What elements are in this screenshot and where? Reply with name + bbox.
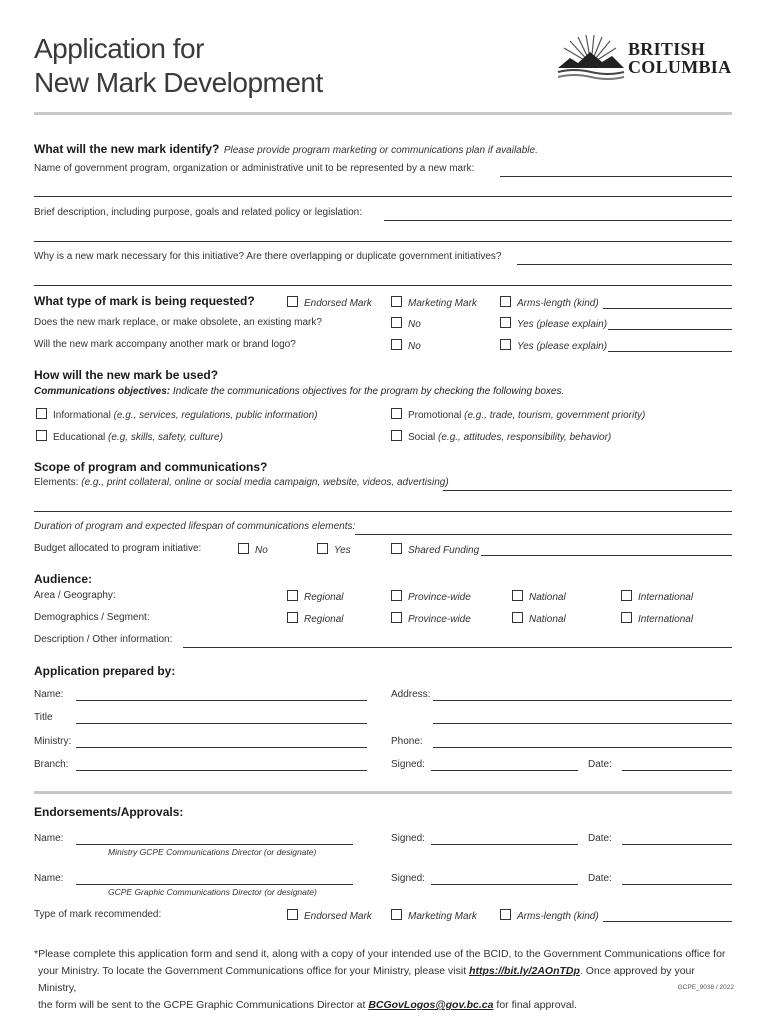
demo-regional-option[interactable] bbox=[287, 612, 343, 625]
elements-field-2[interactable] bbox=[34, 510, 732, 512]
prepared-date-field[interactable] bbox=[622, 769, 732, 771]
area-national-option[interactable] bbox=[512, 590, 566, 603]
checkbox[interactable] bbox=[512, 612, 523, 623]
footer-line-3-text: the form will be sent to the GCPE Graphic Communications Director at bbox=[38, 999, 366, 1011]
footer-line-2 bbox=[34, 963, 734, 997]
elements-eg: (e.g., print collateral, online or social media campaign, website, videos, advertising) bbox=[81, 477, 449, 488]
endorse-date-1-label: Date: bbox=[588, 833, 612, 844]
duration-label: Duration of program and expected lifespan of communications elements: bbox=[34, 521, 356, 532]
prepared-ministry-field[interactable] bbox=[76, 746, 367, 748]
shared-funding-field[interactable] bbox=[481, 554, 732, 556]
checkbox[interactable] bbox=[287, 909, 298, 920]
elements-field[interactable] bbox=[443, 489, 732, 491]
demo-province-label: Province-wide bbox=[408, 614, 471, 625]
comm-objectives-label: Communications objectives: bbox=[34, 386, 171, 397]
promotional-eg: (e.g., trade, tourism, government priority) bbox=[464, 410, 646, 421]
area-regional-label: Regional bbox=[304, 592, 344, 603]
form-code: GCPE_9038 / 2022 bbox=[677, 984, 734, 991]
budget-label: Budget allocated to program initiative: bbox=[34, 543, 202, 554]
q-replace-label: Does the new mark replace, or make obsolete, an existing mark? bbox=[34, 317, 322, 328]
prepared-address-field-2[interactable] bbox=[433, 722, 732, 724]
endorse-date-1-field[interactable] bbox=[622, 843, 732, 845]
prepared-heading: Application prepared by: bbox=[34, 664, 176, 678]
checkbox[interactable] bbox=[621, 612, 632, 623]
checkbox[interactable] bbox=[238, 543, 249, 554]
type-arms-label: Arms-length (kind) bbox=[517, 298, 599, 309]
endorse-signed-1-label: Signed: bbox=[391, 833, 425, 844]
type-arms-field[interactable] bbox=[603, 307, 732, 309]
q-why-label: Why is a new mark necessary for this initiative? Are there overlapping or duplicate government initiatives? bbox=[34, 251, 502, 262]
footer-line-1: *Please complete this application form and send it, along with a copy of your intended use of the BCID, to the Government Communications office for bbox=[34, 948, 726, 960]
endorse-name-1-field[interactable] bbox=[76, 843, 353, 845]
demographics-label: Demographics / Segment: bbox=[34, 612, 150, 623]
checkbox[interactable] bbox=[391, 612, 402, 623]
checkbox[interactable] bbox=[621, 590, 632, 601]
educational-label: Educational bbox=[53, 432, 106, 443]
social-eg: (e.g., attitudes, responsibility, behavior) bbox=[438, 432, 612, 443]
type-endorsed-option[interactable] bbox=[287, 296, 372, 309]
elements-label: Elements: bbox=[34, 477, 79, 488]
q-brief-field[interactable] bbox=[384, 219, 732, 221]
demo-regional-label: Regional bbox=[304, 614, 344, 625]
checkbox[interactable] bbox=[500, 339, 511, 350]
endorse-divider bbox=[34, 791, 732, 794]
scope-heading: Scope of program and communications? bbox=[34, 460, 268, 474]
prepared-address-label: Address: bbox=[391, 689, 431, 700]
informational-option[interactable] bbox=[36, 408, 318, 421]
endorse-signed-2-label: Signed: bbox=[391, 873, 425, 884]
endorse-sub-1: Ministry GCPE Communications Director (or designate) bbox=[108, 847, 317, 857]
replace-explain-field[interactable] bbox=[608, 328, 732, 330]
checkbox[interactable] bbox=[287, 590, 298, 601]
social-label: Social bbox=[408, 432, 436, 443]
accompany-no-option[interactable] bbox=[391, 339, 421, 352]
prepared-ministry-label: Ministry: bbox=[34, 736, 72, 747]
description-label: Description / Other information: bbox=[34, 634, 173, 645]
replace-no-option[interactable] bbox=[391, 317, 421, 330]
rec-arms-field[interactable] bbox=[603, 920, 732, 922]
area-label: Area / Geography: bbox=[34, 590, 116, 601]
replace-yes-option[interactable] bbox=[500, 317, 607, 330]
prepared-signed-label: Signed: bbox=[391, 759, 425, 770]
checkbox[interactable] bbox=[391, 590, 402, 601]
budget-no-label: No bbox=[255, 545, 268, 556]
prepared-phone-field[interactable] bbox=[433, 746, 732, 748]
replace-no-label: No bbox=[408, 319, 421, 330]
endorse-name-2-field[interactable] bbox=[76, 883, 353, 885]
informational-eg: (e.g., services, regulations, public information) bbox=[113, 410, 318, 421]
header-divider bbox=[34, 112, 732, 115]
demo-international-label: International bbox=[638, 614, 694, 625]
area-province-option[interactable] bbox=[391, 590, 471, 603]
prepared-title-field[interactable] bbox=[76, 722, 367, 724]
endorse-signed-2-field[interactable] bbox=[431, 883, 578, 885]
identify-note: Please provide program marketing or communications plan if available. bbox=[223, 145, 538, 156]
bitly-link[interactable]: https://bit.ly/2AOnTDp bbox=[469, 965, 580, 977]
checkbox[interactable] bbox=[36, 408, 47, 419]
q-why-field[interactable] bbox=[517, 263, 732, 265]
prepared-branch-field[interactable] bbox=[76, 769, 367, 771]
demo-national-label: National bbox=[529, 614, 566, 625]
endorse-name-1-label: Name: bbox=[34, 833, 64, 844]
type-marketing-option[interactable] bbox=[391, 296, 477, 309]
checkbox[interactable] bbox=[500, 296, 511, 307]
footer-line-3 bbox=[34, 997, 734, 1014]
prepared-date-label: Date: bbox=[588, 759, 612, 770]
checkbox[interactable] bbox=[391, 296, 402, 307]
prepared-phone-label: Phone: bbox=[391, 736, 423, 747]
accompany-yes-option[interactable] bbox=[500, 339, 607, 352]
budget-no-option[interactable] bbox=[238, 543, 268, 556]
area-regional-option[interactable] bbox=[287, 590, 343, 603]
checkbox[interactable] bbox=[391, 543, 402, 554]
q-name-label: Name of government program, organization or administrative unit to be represented by a new mark: bbox=[34, 163, 475, 174]
endorse-name-2-label: Name: bbox=[34, 873, 64, 884]
title-line-2: New Mark Development bbox=[34, 67, 323, 98]
rec-marketing-label: Marketing Mark bbox=[408, 911, 477, 922]
usage-heading: How will the new mark be used? bbox=[34, 368, 219, 382]
type-endorsed-label: Endorsed Mark bbox=[304, 298, 372, 309]
budget-yes-label: Yes bbox=[334, 545, 351, 556]
endorse-sub-2: GCPE Graphic Communications Director (or designate) bbox=[108, 887, 317, 897]
elements-row bbox=[34, 477, 449, 488]
comm-objectives-note: Indicate the communications objectives for the program by checking the following boxes. bbox=[172, 386, 565, 397]
type-marketing-label: Marketing Mark bbox=[408, 298, 477, 309]
q-brief-field-2[interactable] bbox=[34, 240, 732, 242]
endorse-signed-1-field[interactable] bbox=[431, 843, 578, 845]
description-field[interactable] bbox=[183, 646, 732, 648]
footer-instructions bbox=[34, 946, 734, 1014]
area-international-label: International bbox=[638, 592, 694, 603]
checkbox[interactable] bbox=[500, 317, 511, 328]
q-name-field[interactable] bbox=[500, 175, 732, 177]
footer-line-2-tail: . Once approved by your Ministry, bbox=[38, 965, 695, 994]
checkbox[interactable] bbox=[391, 339, 402, 350]
demo-national-option[interactable] bbox=[512, 612, 566, 625]
footer-line-3-tail: for final approval. bbox=[496, 999, 577, 1011]
q-name-field-2[interactable] bbox=[34, 195, 732, 197]
title-line-1: Application for bbox=[34, 33, 204, 64]
logo-line-1: BRITISH bbox=[628, 39, 706, 59]
identify-heading: What will the new mark identify? bbox=[34, 142, 220, 156]
accompany-explain-field[interactable] bbox=[608, 350, 732, 352]
checkbox[interactable] bbox=[36, 430, 47, 441]
demo-province-option[interactable] bbox=[391, 612, 471, 625]
audience-heading: Audience: bbox=[34, 572, 93, 586]
type-heading: What type of mark is being requested? bbox=[34, 294, 255, 308]
page-title bbox=[34, 32, 323, 100]
accompany-yes-label: Yes (please explain) bbox=[517, 341, 608, 352]
prepared-address-field[interactable] bbox=[433, 699, 732, 701]
rec-marketing-option[interactable] bbox=[391, 909, 477, 922]
checkbox[interactable] bbox=[391, 430, 402, 441]
email-link[interactable]: BCGovLogos@gov.bc.ca bbox=[368, 999, 494, 1011]
duration-field[interactable] bbox=[355, 533, 732, 535]
bc-logo bbox=[556, 34, 736, 84]
educational-eg: (e.g, skills, safety, culture) bbox=[108, 432, 223, 443]
comm-objectives-row bbox=[34, 386, 564, 397]
social-option[interactable] bbox=[391, 430, 611, 443]
area-international-option[interactable] bbox=[621, 590, 693, 603]
area-province-label: Province-wide bbox=[408, 592, 471, 603]
checkbox[interactable] bbox=[287, 296, 298, 307]
recommended-type-label: Type of mark recommended: bbox=[34, 909, 162, 920]
checkbox[interactable] bbox=[287, 612, 298, 623]
educational-option[interactable] bbox=[36, 430, 223, 443]
replace-yes-label: Yes (please explain) bbox=[517, 319, 608, 330]
prepared-signed-field[interactable] bbox=[431, 769, 578, 771]
budget-shared-option[interactable] bbox=[391, 543, 479, 556]
budget-yes-option[interactable] bbox=[317, 543, 351, 556]
checkbox[interactable] bbox=[500, 909, 511, 920]
rec-endorsed-option[interactable] bbox=[287, 909, 372, 922]
checkbox[interactable] bbox=[391, 408, 402, 419]
endorse-date-2-label: Date: bbox=[588, 873, 612, 884]
q-why-field-2[interactable] bbox=[34, 284, 732, 286]
checkbox[interactable] bbox=[317, 543, 328, 554]
accompany-no-label: No bbox=[408, 341, 421, 352]
checkbox[interactable] bbox=[391, 909, 402, 920]
footer-line-2-text: your Ministry. To locate the Government Communications office for your Ministry, please visit bbox=[38, 965, 467, 977]
rec-arms-label: Arms-length (kind) bbox=[517, 911, 599, 922]
prepared-name-field[interactable] bbox=[76, 699, 367, 701]
bc-sun-mountain-icon bbox=[556, 34, 626, 82]
demo-international-option[interactable] bbox=[621, 612, 693, 625]
promotional-option[interactable] bbox=[391, 408, 645, 421]
endorse-date-2-field[interactable] bbox=[622, 883, 732, 885]
q-brief-label: Brief description, including purpose, goals and related policy or legislation: bbox=[34, 207, 362, 218]
promotional-label: Promotional bbox=[408, 410, 462, 421]
q-accompany-label: Will the new mark accompany another mark or brand logo? bbox=[34, 339, 296, 350]
endorse-heading: Endorsements/Approvals: bbox=[34, 805, 184, 819]
budget-shared-label: Shared Funding bbox=[408, 545, 480, 556]
informational-label: Informational bbox=[53, 410, 111, 421]
prepared-branch-label: Branch: bbox=[34, 759, 69, 770]
type-arms-option[interactable] bbox=[500, 296, 599, 309]
rec-arms-option[interactable] bbox=[500, 909, 599, 922]
logo-line-2: COLUMBIA bbox=[628, 57, 732, 77]
logo-text bbox=[628, 40, 731, 76]
prepared-name-label: Name: bbox=[34, 689, 64, 700]
area-national-label: National bbox=[529, 592, 566, 603]
checkbox[interactable] bbox=[391, 317, 402, 328]
checkbox[interactable] bbox=[512, 590, 523, 601]
identify-heading-row bbox=[34, 140, 538, 158]
prepared-title-label: Title bbox=[34, 712, 53, 723]
rec-endorsed-label: Endorsed Mark bbox=[304, 911, 372, 922]
